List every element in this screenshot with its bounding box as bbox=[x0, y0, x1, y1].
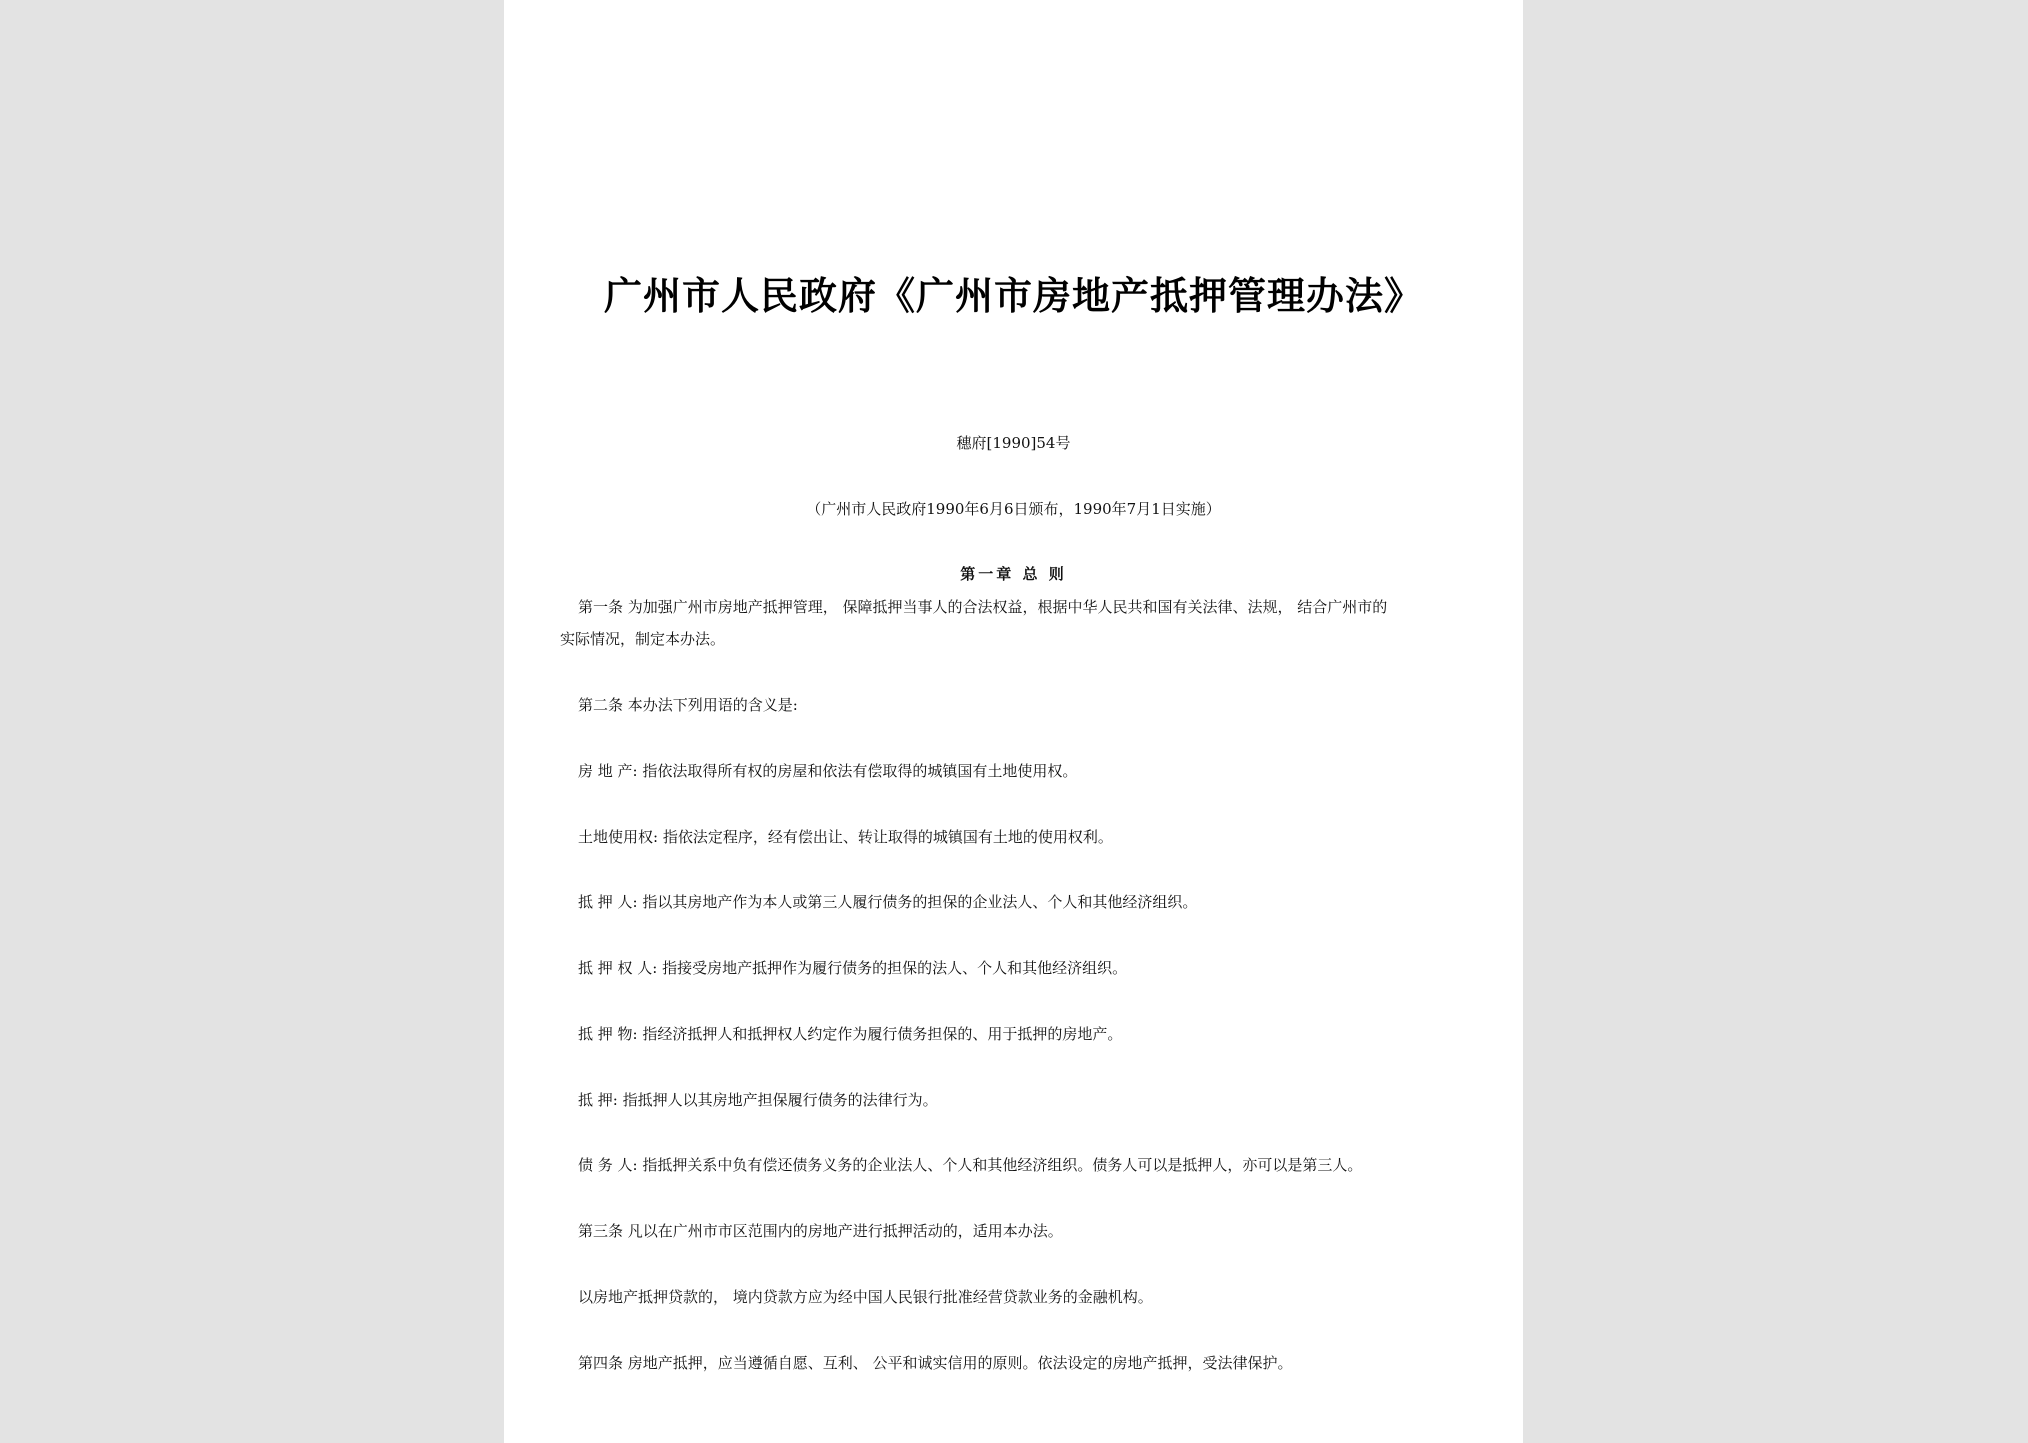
definition-debtor: 债 务 人: 指抵押关系中负有偿还债务义务的企业法人、个人和其他经济组织。债务人可以是抵押人，亦可以是第三人。 bbox=[578, 1156, 1363, 1174]
article-3-paragraph-2: 以房地产抵押贷款的， 境内贷款方应为经中国人民银行批准经营贷款业务的金融机构。 bbox=[578, 1288, 1153, 1306]
article-1-line-2: 实际情况，制定本办法。 bbox=[560, 630, 726, 648]
definition-mortgage: 抵 押: 指抵押人以其房地产担保履行债务的法律行为。 bbox=[578, 1091, 938, 1109]
article-1-line-1: 第一条 为加强广州市房地产抵押管理， 保障抵押当事人的合法权益，根据中华人民共和国有关法律、法规， 结合广州市的 bbox=[578, 598, 1388, 616]
document-page bbox=[504, 0, 1523, 1443]
article-3: 第三条 凡以在广州市市区范围内的房地产进行抵押活动的，适用本办法。 bbox=[578, 1222, 1063, 1240]
definition-land-use-right: 土地使用权: 指依法定程序，经有偿出让、转让取得的城镇国有土地的使用权利。 bbox=[578, 828, 1113, 846]
document-number: 穗府[1990]54号 bbox=[956, 434, 1071, 452]
definition-mortgagor: 抵 押 人: 指以其房地产作为本人或第三人履行债务的担保的企业法人、个人和其他经济组织。 bbox=[578, 893, 1198, 911]
definition-mortgaged-property: 抵 押 物: 指经济抵押人和抵押权人约定作为履行债务担保的、用于抵押的房地产。 bbox=[578, 1025, 1123, 1043]
article-2: 第二条 本办法下列用语的含义是: bbox=[578, 696, 798, 714]
promulgation-note: （广州市人民政府1990年6月6日颁布，1990年7月1日实施） bbox=[806, 500, 1221, 518]
chapter-heading: 第一章 总 则 bbox=[960, 565, 1067, 583]
definition-mortgagee: 抵 押 权 人: 指接受房地产抵押作为履行债务的担保的法人、个人和其他经济组织。 bbox=[578, 959, 1128, 977]
definition-real-estate: 房 地 产: 指依法取得所有权的房屋和依法有偿取得的城镇国有土地使用权。 bbox=[578, 762, 1078, 780]
article-4: 第四条 房地产抵押，应当遵循自愿、互利、 公平和诚实信用的原则。依法设定的房地产抵押，受法律保护。 bbox=[578, 1354, 1293, 1372]
document-title: 广州市人民政府《广州市房地产抵押管理办法》 bbox=[603, 273, 1423, 318]
